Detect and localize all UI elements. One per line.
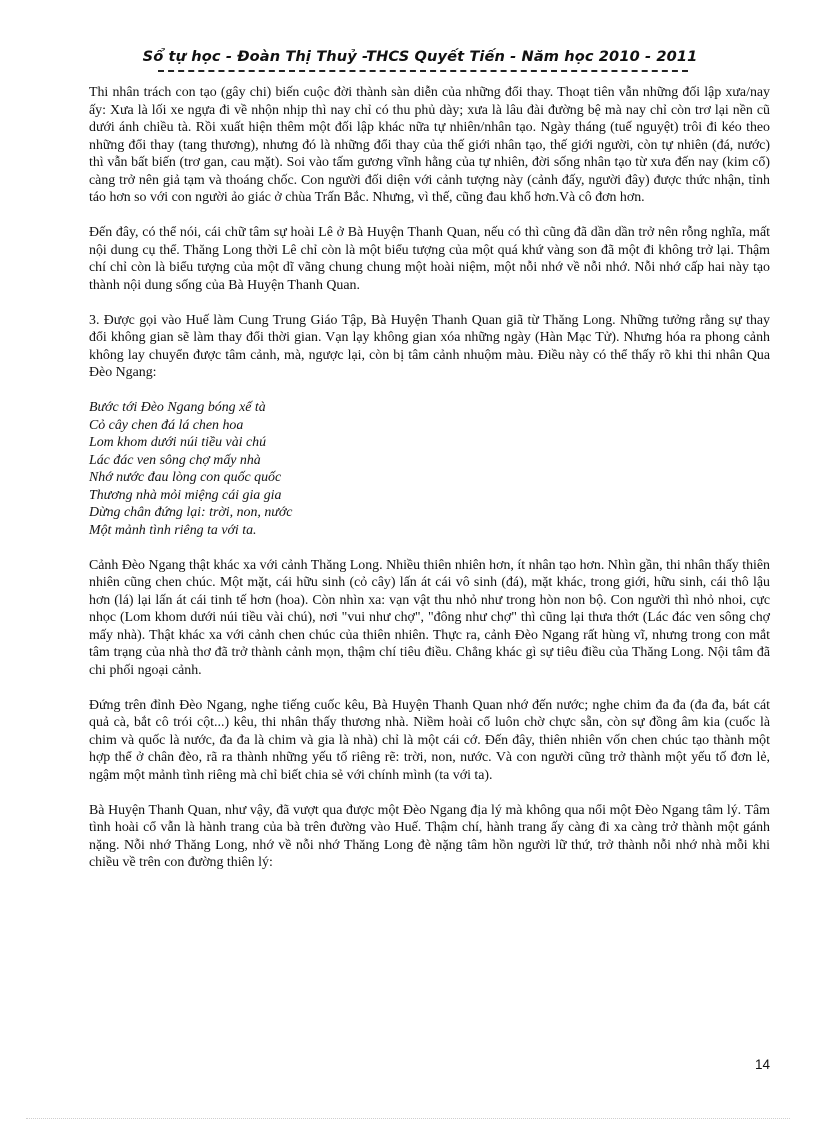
poem-line: Lác đác ven sông chợ mấy nhà — [89, 452, 261, 468]
document-body — [89, 84, 770, 872]
paragraph: Đứng trên đỉnh Đèo Ngang, nghe tiếng cuốc kêu, Bà Huyện Thanh Quan nhớ đến nước; nghe chim đa đa (đa đa, bát cát quả cà, bắt cô trói cột...) kêu, thi nhân thấy thương nhà. Niềm hoài cổ luôn chờ chực sẵn, còn sự đồng âm kia (cuốc là chim và quốc là nước, đa đa là chim và gia là nhà) chỉ là một cái cớ. Đến đây, thiên nhiên vốn chen chúc tạo thành một hợp thể ở chân đèo, rã ra thành những yếu tố riêng rẽ: trời, non, nước. Và con người cũng trở thành một yếu tố đơn lẻ, ngậm một mảnh tình riêng mà chỉ biết chia sẻ với chính mình (ta với ta). — [89, 697, 770, 783]
footer-divider — [26, 1118, 790, 1119]
paragraph: 3. Được gọi vào Huế làm Cung Trung Giáo Tập, Bà Huyện Thanh Quan giã từ Thăng Long. Những tưởng rằng sự thay đổi không gian sẽ làm thay đổi thời gian. Vạn lạy không gian xóa những ngày (Hàn Mạc Tử). Nhưng hóa ra phong cảnh không lay chuyển được tâm cảnh, mà, ngược lại, còn bị tâm cảnh nhuộm màu. Điều này có thể thấy rõ khi thi nhân Qua Đèo Ngang: — [89, 312, 770, 380]
poem-line: Lom khom dưới núi tiều vài chú — [89, 435, 267, 450]
poem-line: Cỏ cây chen đá lá chen hoa — [89, 417, 244, 433]
paragraph: Bà Huyện Thanh Quan, như vậy, đã vượt qua được một Đèo Ngang địa lý mà không qua nổi một Đèo Ngang tâm lý. Tâm tình hoài cổ vẫn là hành trang của bà trên đường vào Huế. Thậm chí, hành trang ấy càng đi xa càng trở thành một gánh nặng. Nỗi nhớ Thăng Long, nhớ về nỗi nhớ Thăng Long đè nặng tâm hồn người lữ thứ, trở thành nỗi nhớ nhà mỗi khi chiều về trên con đường thiên lý: — [89, 802, 770, 870]
poem-block — [89, 399, 770, 539]
poem-line: Bước tới Đèo Ngang bóng xế tà — [89, 400, 266, 415]
page-number: 14 — [754, 1057, 770, 1072]
header-divider — [158, 70, 688, 72]
poem-line: Nhớ nước đau lòng con quốc quốc — [89, 470, 282, 485]
page-header: Sổ tự học - Đoàn Thị Thuỷ -THCS Quyết Tiến - Năm học 2010 - 2011 — [142, 48, 698, 65]
paragraph: Cảnh Đèo Ngang thật khác xa với cảnh Thăng Long. Nhiều thiên nhiên hơn, ít nhân tạo hơn. Nhìn gần, thi nhân thấy thiên nhiên cũng chen chúc. Một mặt, cái hữu sinh (cỏ cây) lấn át cái vô sinh (đá), mặt khác, trong giới, hữu sinh, cái thô lậu hơn (lá) lại lấn át cái tinh tế hơn (hoa). Còn nhìn xa: vạn vật thu nhỏ như trong hòn non bộ. Con người thì nhỏ nhoi, cực nhọc (Lom khom dưới núi tiều vài chú), nơi "vui như chợ", "đông như chợ" thì cũng lại thưa thớt (Lác đác ven sông chợ mấy nhà). Thật khác xa với cảnh chen chúc của thiên nhiên. Thực ra, cảnh Đèo Ngang rất hùng vĩ, nhưng trong con mắt tâm trạng của nhà thơ đã trở thành cảnh mọn, thậm chí tiêu điều. Chẳng khác gì sự tiêu điều của Thăng Long. Nội tâm đã chi phối ngoại cảnh. — [89, 557, 770, 678]
paragraph: Thi nhân trách con tạo (gây chi) biến cuộc đời thành sàn diễn của những đổi thay. Thoạt tiên vẫn những đối lập xưa/nay ấy: Xưa là lối xe ngựa đi về nhộn nhịp thì nay chỉ có thu phủ dày; xưa là lâu đài đường bệ mà nay chỉ còn trơ lại nền cũ dưới ánh chiều tà. Rồi xuất hiện thêm một đối lập khác nữa tự nhiên/nhân tạo. Ngày tháng (tuế nguyệt) trôi đi kéo theo những đổi thay (tang thương), nhưng đó là những đổi thay của thế giới nhân tạo, thế giới người, còn tự nhiên (đá, nước) thì vẫn bất biến (trơ gan, cau mặt). Soi vào tấm gương vĩnh hằng của tự nhiên, đời sống nhân tạo từ xưa đến nay (kim cổ) càng trở nên giả tạm và thoáng chốc. Con người đối diện với cảnh tượng này (cảnh đấy, người đây) được thức nhận, tỉnh táo hơn so với con người ảo giác ở chùa Trấn Bắc. Nhưng, vì thế, cũng đau khổ hơn.Và cô đơn hơn. — [89, 85, 770, 205]
paragraph: Đến đây, có thể nói, cái chữ tâm sự hoài Lê ở Bà Huyện Thanh Quan, nếu có thì cũng đã dần dần trở nên rỗng nghĩa, mất nội dung cụ thể. Thăng Long thời Lê chỉ còn là một biểu tượng của một quá khứ vàng son đã một đi không trở lại. Thậm chí chỉ còn là biểu tượng của một dĩ vãng chung chung một hoài niệm, một nỗi nhớ về nỗi nhớ. Nỗi nhớ cấp hai này tạo thành nội dung sống của Bà Huyện Thanh Quan. — [89, 225, 770, 293]
poem-line: Thương nhà mỏi miệng cái gia gia — [89, 487, 282, 503]
poem-line: Dừng chân đứng lại: trời, non, nước — [89, 505, 293, 520]
poem-line: Một mảnh tình riêng ta với ta. — [89, 522, 257, 538]
